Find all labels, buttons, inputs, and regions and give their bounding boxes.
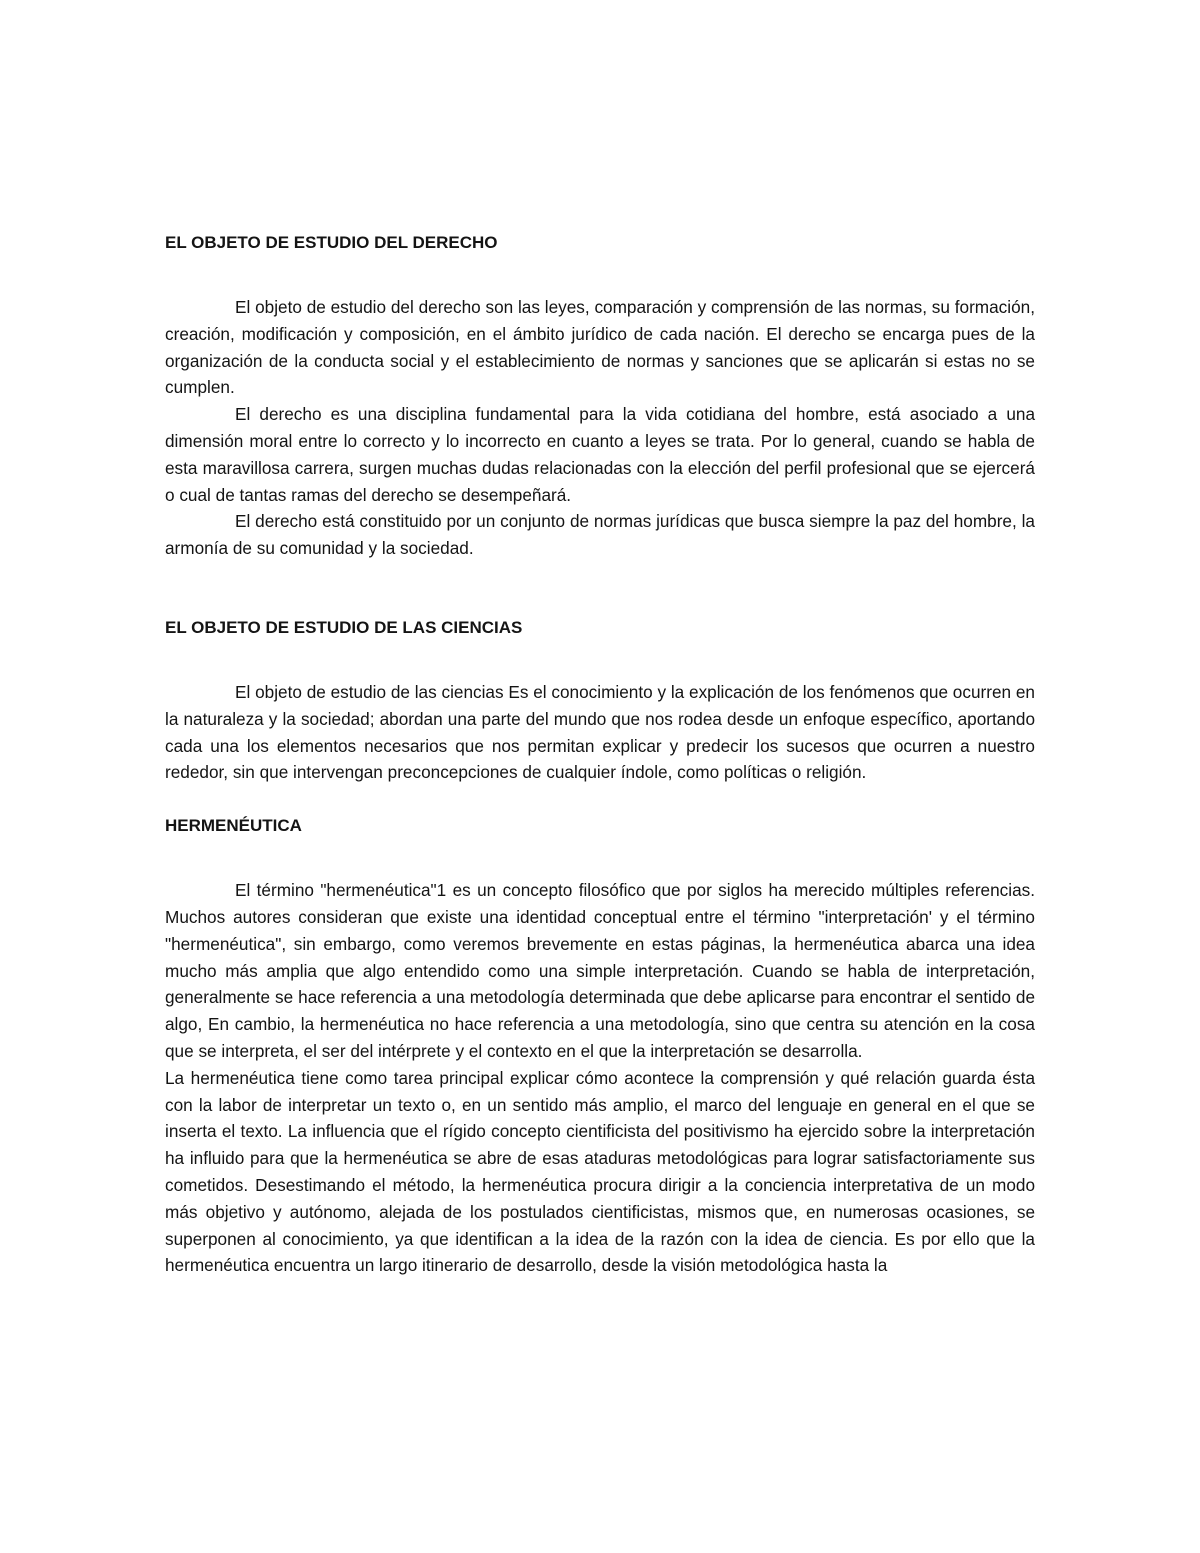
paragraph: La hermenéutica tiene como tarea principal explicar cómo acontece la comprensión y qué relación guarda ésta con la labor de interpretar un texto o, en un sentido más amplio, el marco del lenguaje en general en el que se inserta el texto. La influencia que el rígido concepto cientificista del positivismo ha ejercido sobre la interpretación ha influido para que la hermenéutica se abre de esas ataduras metodológicas para lograr satisfactoriamente sus cometidos. Desestimando el método, la hermenéutica procura dirigir a la conciencia interpretativa de un modo más objetivo y autónomo, alejada de los postulados cientificistas, mismos que, en numerosas ocasiones, se superponen al conocimiento, ya que identifican a la idea de la razón con la idea de ciencia. Es por ello que la hermenéutica encuentra un largo itinerario de desarrollo, desde la visión metodológica hasta la	[165, 1067, 1035, 1276]
paragraph: El derecho está constituido por un conjunto de normas jurídicas que busca siempre la paz del hombre, la armonía de su comunidad y la sociedad.	[165, 511, 1035, 559]
paragraph: El objeto de estudio del derecho son las leyes, comparación y comprensión de las normas, su formación, creación, modificación y composición, en el ámbito jurídico de cada nación. El derecho se encarga pues de la organización de la conducta social y el establecimiento de normas y sanciones que se aplicarán si estas no se cumplen.	[165, 297, 1035, 398]
spacer	[165, 562, 1035, 614]
spacer	[165, 256, 1035, 294]
section-heading-derecho: EL OBJETO DE ESTUDIO DEL DERECHO	[165, 233, 498, 252]
spacer	[165, 641, 1035, 679]
paragraph: El objeto de estudio de las ciencias Es el conocimiento y la explicación de los fenómenos que ocurren en la naturaleza y la sociedad; abordan una parte del mundo que nos rodea desde un enfoque específico, aportando cada una los elementos necesarios que nos permitan explicar y predecir los sucesos que ocurren a nuestro rededor, sin que intervengan preconcepciones de cualquier índole, como políticas o religión.	[165, 681, 1035, 783]
paragraph: El derecho es una disciplina fundamental para la vida cotidiana del hombre, está asociado a una dimensión moral entre lo correcto y lo incorrecto en cuanto a leyes se trata. Por lo general, cuando se habla de esta maravillosa carrera, surgen muchas dudas relacionadas con la elección del perfil profesional que se ejercerá o cual de tantas ramas del derecho se desempeñará.	[165, 404, 1035, 505]
section-heading-ciencias: EL OBJETO DE ESTUDIO DE LAS CIENCIAS	[165, 617, 523, 637]
spacer	[165, 839, 1035, 877]
spacer	[165, 786, 1035, 812]
paragraph: El término "hermenéutica"1 es un concepto filosófico que por siglos ha merecido múltiples referencias. Muchos autores consideran que existe una identidad conceptual entre el término "interpretación' y el término "hermenéutica", sin embargo, como veremos brevemente en estas páginas, la hermenéutica abarca una idea mucho más amplia que algo entendido como una simple interpretación. Cuando se habla de interpretación, generalmente se hace referencia a una metodología determinada que debe aplicarse para encontrar el sentido de algo, En cambio, la hermenéutica no hace referencia a una metodología, sino que centra su atención en la cosa que se interpreta, el ser del intérprete y el contexto en el que la interpretación se desarrolla.	[165, 880, 1035, 1061]
document-page	[165, 229, 1035, 1279]
section-heading-hermeneutica: HERMENÉUTICA	[165, 816, 302, 836]
